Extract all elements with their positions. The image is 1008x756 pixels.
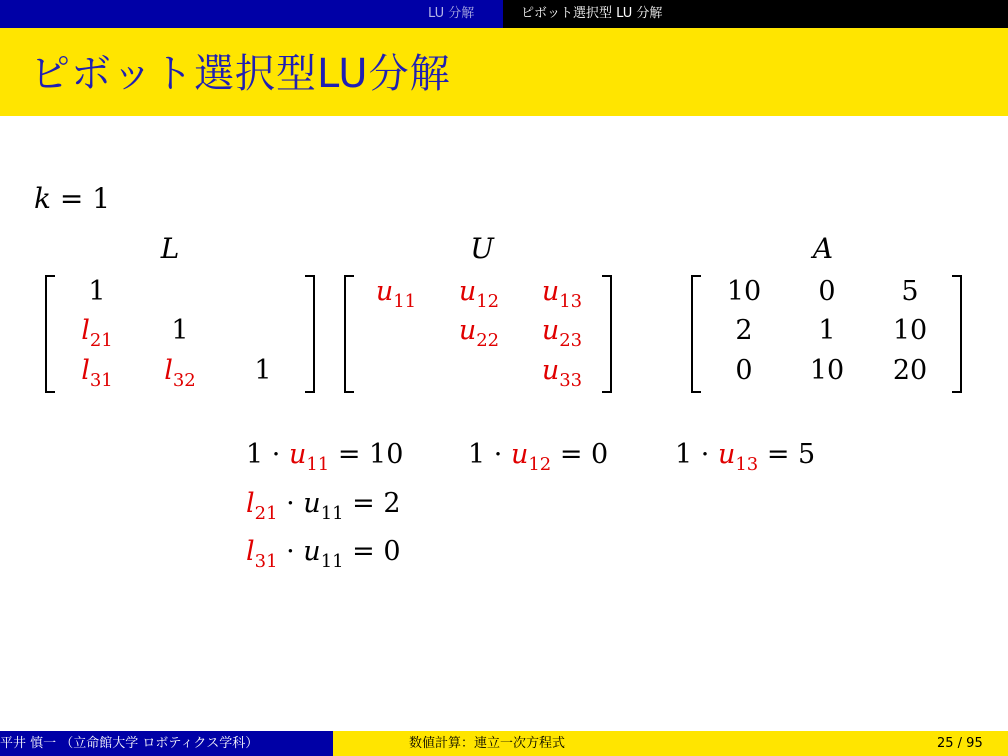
footer-course: 数値計算：連立一次方程式 (409, 736, 566, 751)
matrix-L-cell-2-2: 1 (171, 315, 189, 346)
step-label (34, 184, 110, 214)
matrix-A-left-bracket (691, 275, 701, 393)
top-navigation (0, 0, 1008, 28)
matrix-U-cell-3-3: $u_{33}$ (541, 355, 583, 391)
matrix-L-cell-3-3: 1 (254, 355, 272, 386)
matrix-L-cell-1-1: 1 (88, 276, 106, 307)
footer-page-number: 25 / 95 (937, 736, 983, 751)
matrix-U-cell-2-3: $u_{23}$ (541, 315, 583, 351)
matrix-U-cell-1-2: $u_{12}$ (458, 276, 500, 312)
step-var: k (34, 182, 51, 215)
matrix-U-right-bracket (602, 275, 612, 393)
equation-u11: $1 \cdot u_{11} = 10$ (246, 439, 404, 475)
nav-subsection-link[interactable]: ピボット選択型 LU 分解 (521, 6, 663, 21)
matrix-A-cell-2-2: 1 (818, 315, 836, 346)
equation-l31: $l_{31} \cdot u_{11} = 0$ (246, 536, 401, 572)
matrix-A-cell-2-3: 10 (892, 315, 928, 346)
matrix-A-right-bracket (952, 275, 962, 393)
matrix-A-cell-2-1: 2 (735, 315, 753, 346)
step-eq: = 1 (50, 182, 111, 215)
slide-title-bar (0, 28, 1008, 116)
matrix-A-cell-3-1: 0 (735, 355, 753, 386)
matrix-L-label: L (160, 232, 180, 265)
matrix-U-cell-1-3: $u_{13}$ (541, 276, 583, 312)
matrix-U-label: U (470, 232, 494, 265)
matrix-U-cell-2-2: $u_{22}$ (458, 315, 500, 351)
matrix-L-cell-3-1: $l_{31}$ (81, 355, 113, 391)
matrix-A-label: A (812, 232, 834, 265)
matrix-A-cell-3-3: 20 (892, 355, 928, 386)
equation-u12: $1 \cdot u_{12} = 0$ (468, 439, 609, 475)
matrix-A-cell-1-3: 5 (901, 276, 919, 307)
equation-u13: $1 \cdot u_{13} = 5$ (675, 439, 816, 475)
matrix-A-cell-1-1: 10 (726, 276, 762, 307)
slide-title: ピボット選択型LU分解 (30, 51, 451, 97)
matrix-U-cell-1-1: $u_{11}$ (375, 276, 417, 312)
footer (0, 731, 1008, 756)
footer-author: 平井 慎一 （立命館大学 ロボティクス学科） (0, 736, 259, 751)
matrix-A-cell-3-2: 10 (809, 355, 845, 386)
matrix-A-cell-1-2: 0 (818, 276, 836, 307)
equation-l21: $l_{21} \cdot u_{11} = 2$ (246, 488, 401, 524)
matrix-L-right-bracket (305, 275, 315, 393)
matrix-L-cell-2-1: $l_{21}$ (81, 315, 113, 351)
nav-section-link[interactable]: LU 分解 (428, 6, 475, 21)
matrix-L-cell-3-2: $l_{32}$ (164, 355, 196, 391)
matrix-U-left-bracket (344, 275, 354, 393)
matrix-L-left-bracket (45, 275, 55, 393)
